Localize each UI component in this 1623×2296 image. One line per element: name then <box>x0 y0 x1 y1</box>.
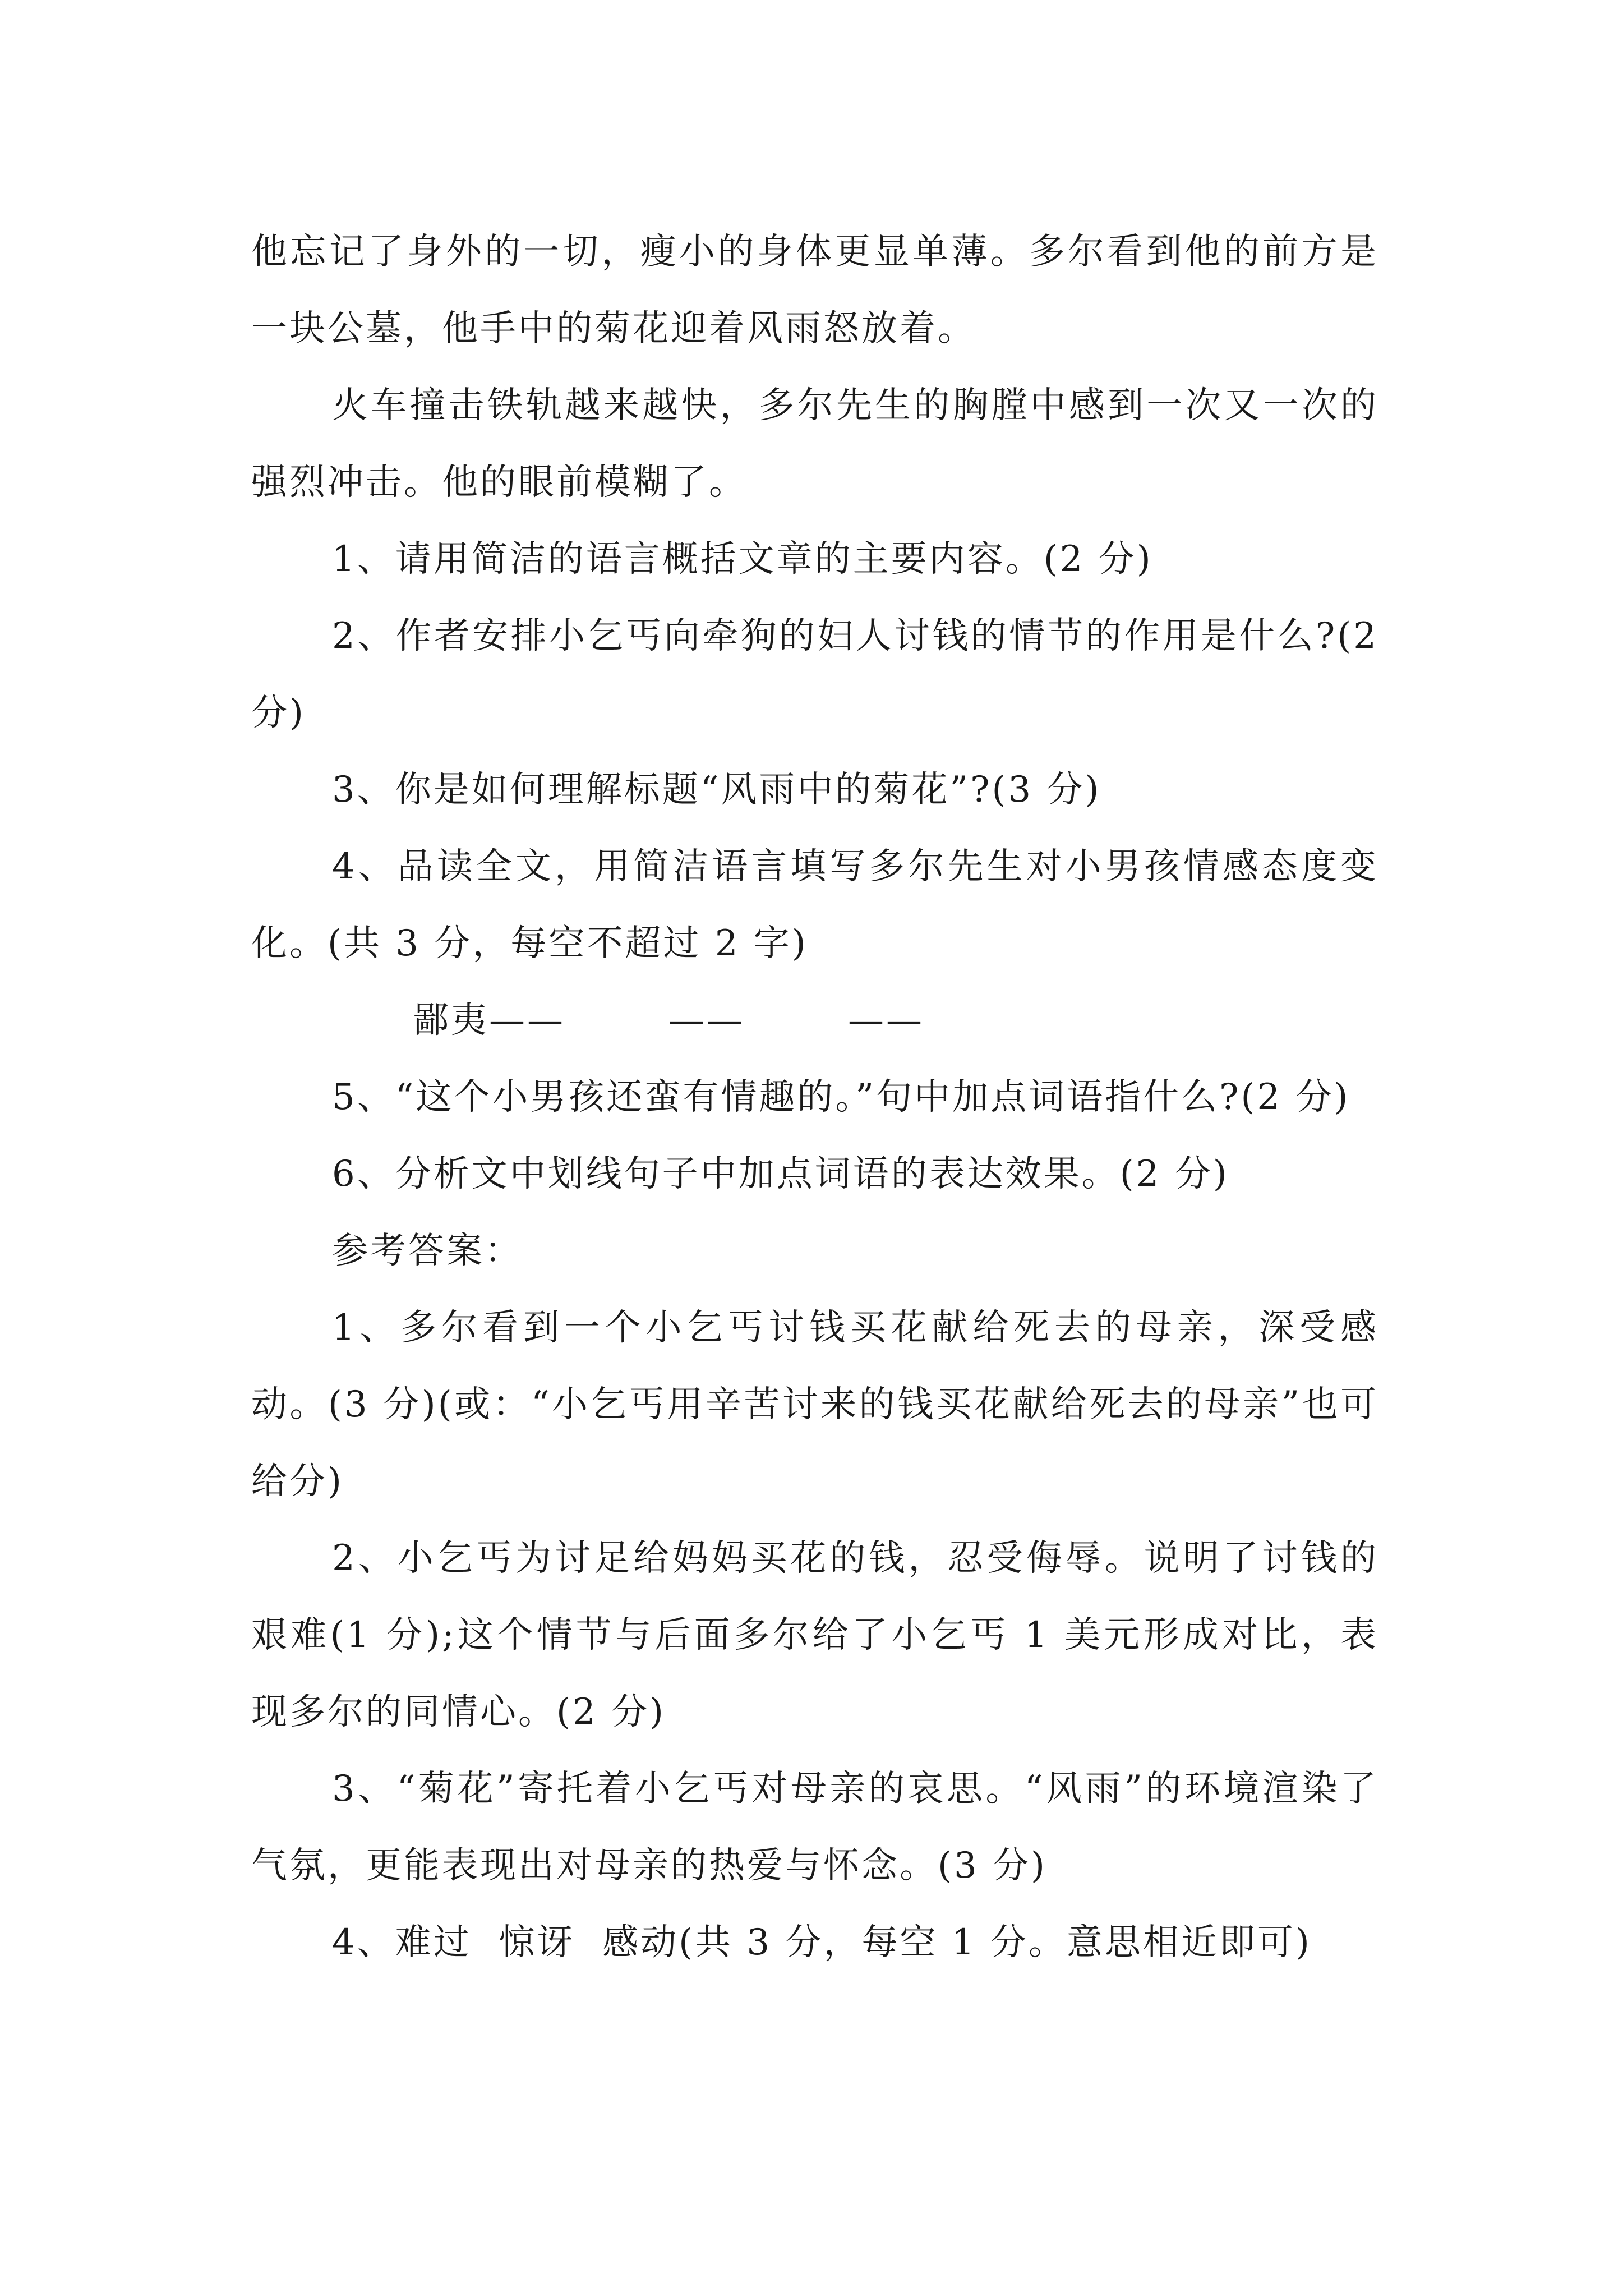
blank-second: —— <box>668 1000 745 1041</box>
question-2: 2、作者安排小乞丐向牵狗的妇人讨钱的情节的作用是什么?(2 分) <box>251 615 1378 734</box>
question-5: 5、“这个小男孩还蛮有情趣的。”句中加点词语指什么?(2 分) <box>332 1076 1350 1118</box>
blank-first: 鄙夷—— <box>413 1000 565 1041</box>
question-4: 4、品读全文，用简洁语言填写多尔先生对小男孩情感态度变化。(共 3 分，每空不超过 2 字) <box>251 846 1378 964</box>
blank-third: —— <box>848 1000 924 1041</box>
question-3: 3、你是如何理解标题“风雨中的菊花”?(3 分) <box>332 769 1101 811</box>
answer-4: 4、难过 惊讶 感动(共 3 分，每空 1 分。意思相近即可) <box>332 1922 1312 1963</box>
question-4-blanks <box>251 982 1378 1059</box>
answer-3: 3、“菊花”寄托着小乞丐对母亲的哀思。“风雨”的环境渲染了气氛，更能表现出对母亲的热爱与怀念。(3 分) <box>251 1768 1378 1887</box>
answers-heading: 参考答案： <box>332 1230 523 1272</box>
question-6: 6、分析文中划线句子中加点词语的表达效果。(2 分) <box>332 1153 1229 1195</box>
question-1: 1、请用简洁的语言概括文章的主要内容。(2 分) <box>332 539 1153 580</box>
answer-2: 2、小乞丐为讨足给妈妈买花的钱，忍受侮辱。说明了讨钱的艰难(1 分);这个情节与后面多尔给了小乞丐 1 美元形成对比，表现多尔的同情心。(2 分) <box>251 1538 1378 1733</box>
answer-1: 1、多尔看到一个小乞丐讨钱买花献给死去的母亲，深受感动。(3 分)(或：“小乞丐用辛苦讨来的钱买花献给死去的母亲”也可给分) <box>251 1307 1378 1502</box>
story-paragraph-2: 火车撞击铁轨越来越快，多尔先生的胸膛中感到一次又一次的强烈冲击。他的眼前模糊了。 <box>251 385 1378 503</box>
story-paragraph-1: 他忘记了身外的一切，瘦小的身体更显单薄。多尔看到他的前方是一块公墓，他手中的菊花迎着风雨怒放着。 <box>251 231 1378 349</box>
document-body <box>251 214 1378 1981</box>
